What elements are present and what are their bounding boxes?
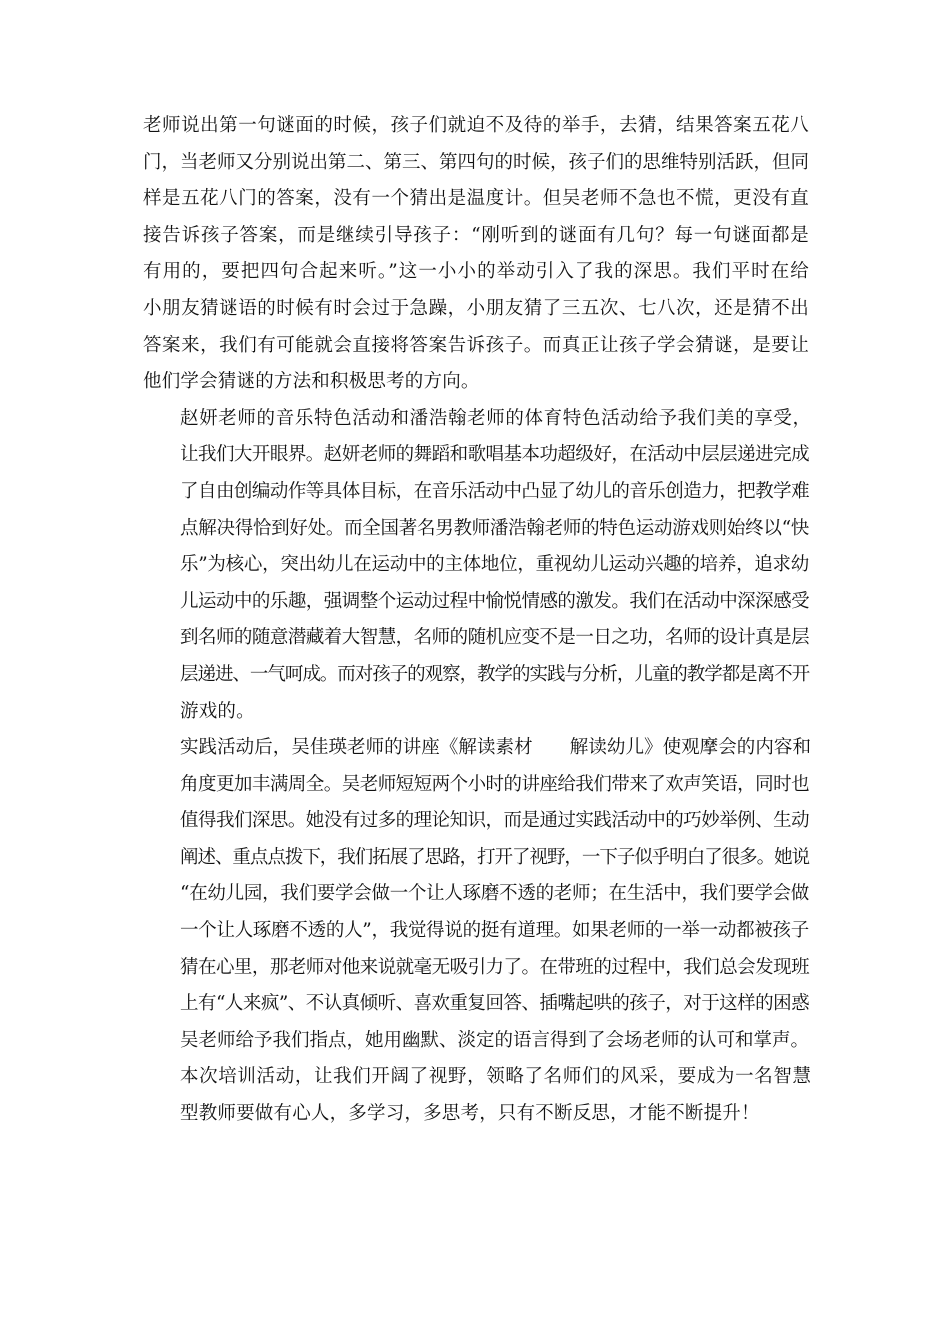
text-line: 值得我们深思。她没有过多的理论知识，而是通过实践活动中的巧妙举例、生动 <box>180 810 809 832</box>
document-body <box>143 108 809 1133</box>
document-page <box>143 108 809 1133</box>
text-line: 一个让人琢磨不透的人”，我觉得说的挺有道理。如果老师的一举一动都被孩子 <box>180 920 809 942</box>
text-line: 吴老师给予我们指点，她用幽默、淡定的语言得到了会场老师的认可和掌声。 <box>180 1029 810 1051</box>
text-line: 老师说出第一句谜面的时候，孩子们就迫不及待的举手，去猜，结果答案五花八 <box>143 115 809 136</box>
text-line: 角度更加丰满周全。吴老师短短两个小时的讲座给我们带来了欢声笑语，同时也 <box>180 773 809 795</box>
text-line: 本次培训活动，让我们开阔了视野，领略了名师们的风采，要成为一名智慧 <box>180 1066 809 1088</box>
paragraph <box>143 730 809 1059</box>
text-line: 层递进、一气呵成。而对孩子的观察，教学的实践与分析，儿童的教学都是离不开 <box>180 663 809 685</box>
text-line: 让我们大开眼界。赵妍老师的舞蹈和歌唱基本功超级好，在活动中层层递进完成 <box>180 444 809 466</box>
text-line: 猜在心里，那老师对他来说就毫无吸引力了。在带班的过程中，我们总会发现班 <box>180 956 809 978</box>
paragraph <box>143 401 809 730</box>
text-line: 样是五花八门的答案，没有一个猜出是温度计。但吴老师不急也不慌，更没有直 <box>143 188 809 210</box>
paragraph <box>143 108 809 401</box>
text-line: 小朋友猜谜语的时候有时会过于急躁，小朋友猜了三五次、七八次，还是猜不出 <box>143 297 809 319</box>
text-line: 乐”为核心，突出幼儿在运动中的主体地位，重视幼儿运动兴趣的培养，追求幼 <box>180 554 809 576</box>
text-line: 游戏的。 <box>180 700 255 722</box>
text-line: 实践活动后，吴佳瑛老师的讲座《解读素材 解读幼儿》使观摩会的内容和 <box>180 737 809 759</box>
text-line: 阐述、重点点拨下，我们拓展了思路，打开了视野，一下子似乎明白了很多。她说 <box>180 846 809 868</box>
text-line: 儿运动中的乐趣，强调整个运动过程中愉悦情感的激发。我们在活动中深深感受 <box>180 590 809 612</box>
text-line: 点解决得恰到好处。而全国著名男教师潘浩翰老师的特色运动游戏则始终以“快 <box>180 517 809 539</box>
paragraph <box>143 1059 809 1132</box>
text-line: “在幼儿园，我们要学会做一个让人琢磨不透的老师；在生活中，我们要学会做 <box>180 883 809 905</box>
text-line: 赵妍老师的音乐特色活动和潘浩翰老师的体育特色活动给予我们美的享受， <box>180 407 809 429</box>
text-line: 了自由创编动作等具体目标，在音乐活动中凸显了幼儿的音乐创造力，把教学难 <box>180 480 809 502</box>
text-line: 上有“人来疯”、不认真倾听、喜欢重复回答、插嘴起哄的孩子，对于这样的困惑 <box>180 993 809 1015</box>
text-line: 答案来，我们有可能就会直接将答案告诉孩子。而真正让孩子学会猜谜，是要让 <box>143 334 809 356</box>
text-line: 型教师要做有心人，多学习，多思考，只有不断反思，才能不断提升！ <box>180 1103 760 1125</box>
text-line: 门，当老师又分别说出第二、第三、第四句的时候，孩子们的思维特别活跃，但同 <box>143 151 810 173</box>
text-line: 接告诉孩子答案，而是继续引导孩子：“刚听到的谜面有几句？每一句谜面都是 <box>143 224 809 246</box>
text-line: 他们学会猜谜的方法和积极思考的方向。 <box>143 371 480 393</box>
text-line: 到名师的随意潜藏着大智慧，名师的随机应变不是一日之功，名师的设计真是层 <box>180 627 809 649</box>
text-line: 有用的，要把四句合起来听。”这一小小的举动引入了我的深思。我们平时在给 <box>143 261 809 283</box>
